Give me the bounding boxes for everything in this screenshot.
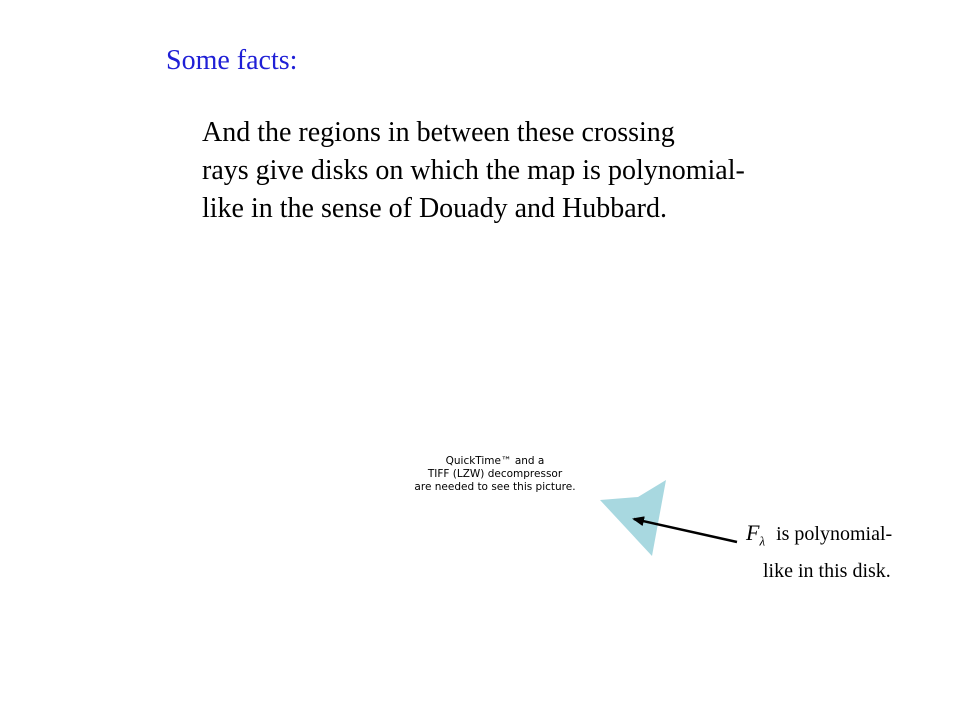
disk-caption <box>746 518 892 586</box>
placeholder-line-3: are needed to see this picture. <box>414 481 576 493</box>
placeholder-line-1: QuickTime™ and a <box>445 455 545 467</box>
placeholder-line-2: TIFF (LZW) decompressor <box>427 468 563 480</box>
disk-shape <box>600 480 666 556</box>
caption-line-2: like in this disk. <box>763 560 891 583</box>
caption-line-1: $F_\lambda$ is polynomial- <box>746 520 893 549</box>
paragraph-line-2: rays give disks on which the map is polynomial- <box>202 155 745 186</box>
paragraph-line-3: like in the sense of Douady and Hubbard. <box>202 193 667 224</box>
paragraph-line-1: And the regions in between these crossing <box>202 117 675 148</box>
math-f-lambda: $F_\lambda$ <box>746 520 766 549</box>
slide-heading: Some facts: <box>166 45 298 76</box>
